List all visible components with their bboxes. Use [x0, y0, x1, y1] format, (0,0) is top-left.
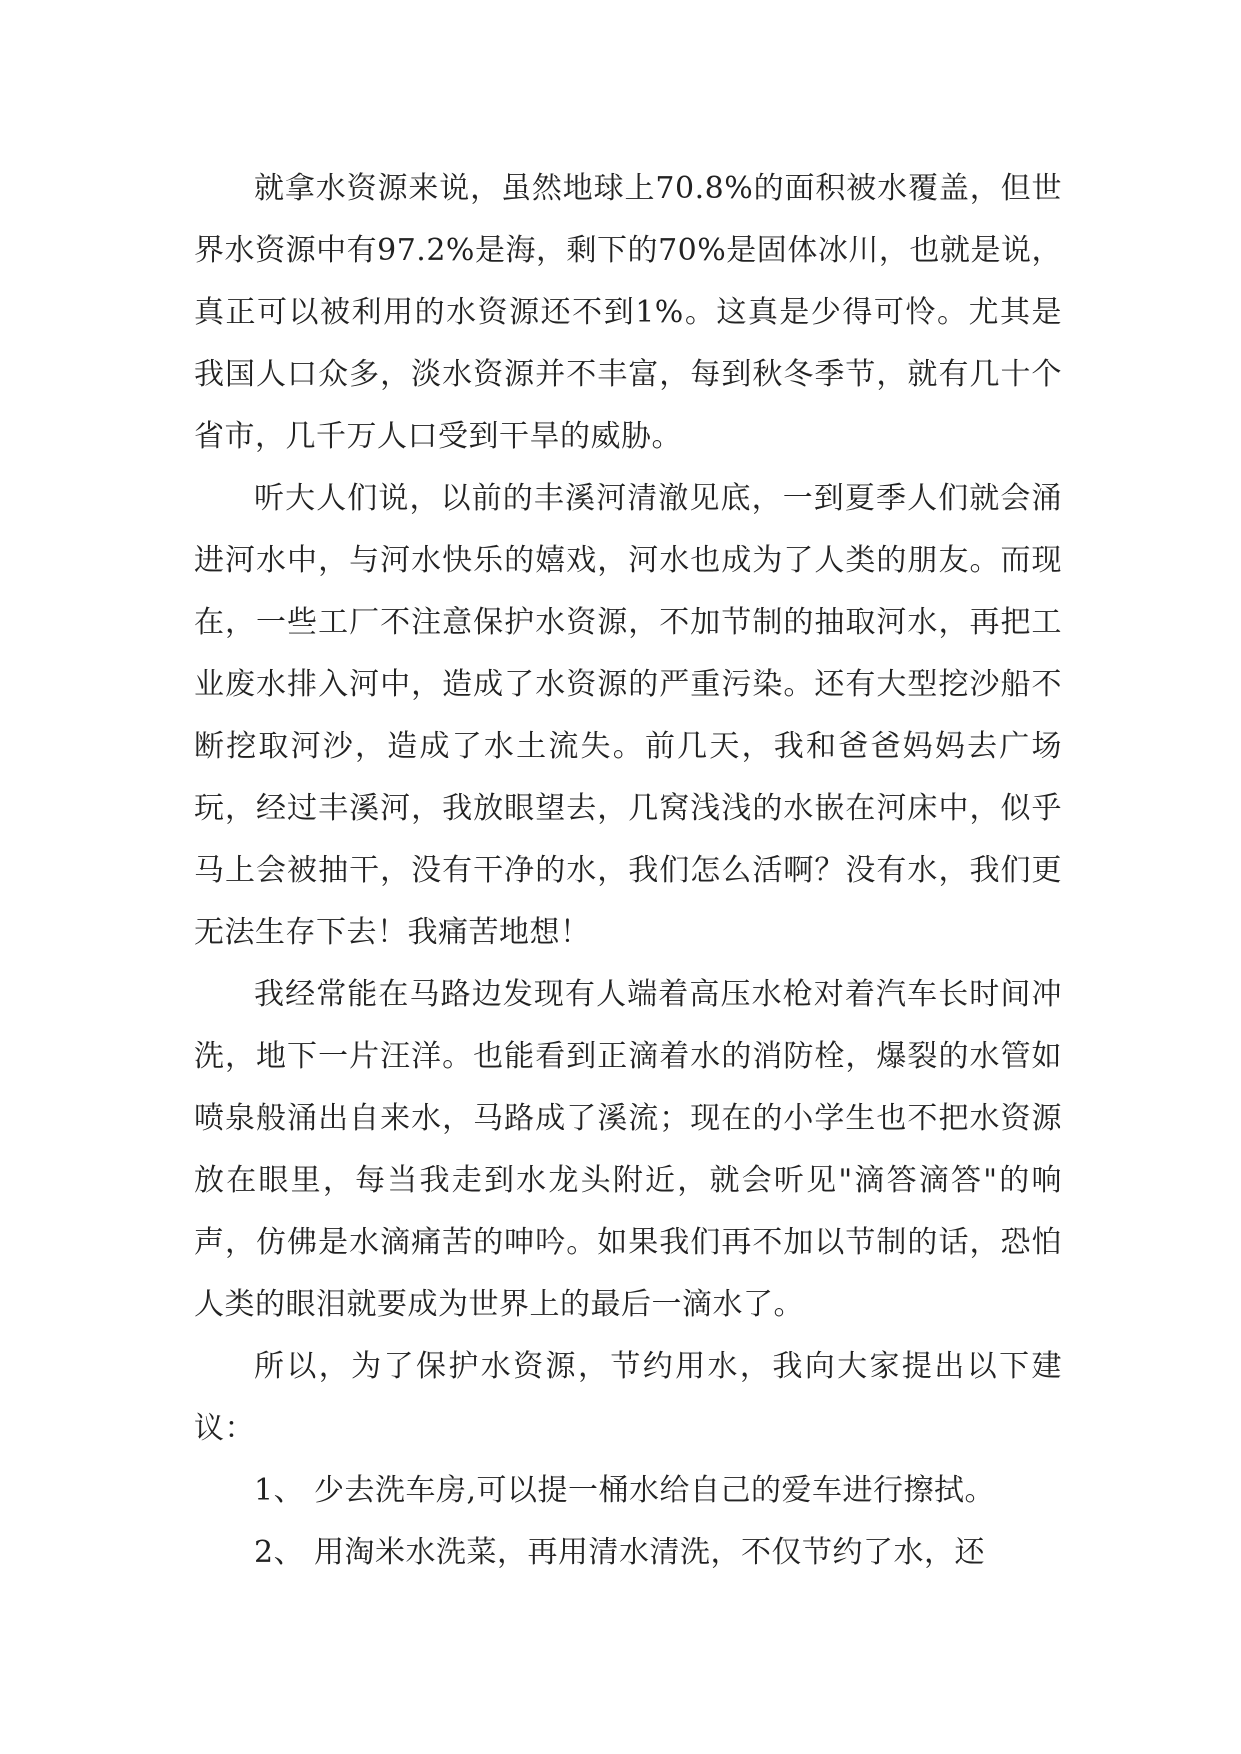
paragraph-water-statistics: 就拿水资源来说，虽然地球上70.8%的面积被水覆盖，但世界水资源中有97.2%是海，剩下的70%是固体冰川，也就是说，真正可以被利用的水资源还不到1%。这真是少得可怜。尤其是我国人口众多，淡水资源并不丰富，每到秋冬季节，就有几十个省市，几千万人口受到干旱的威胁。 [194, 171, 1062, 454]
list-item-number: 2、 [254, 1535, 305, 1570]
list-item-2 [194, 1522, 1062, 1584]
paragraph-water-waste: 我经常能在马路边发现有人端着高压水枪对着汽车长时间冲洗，地下一片汪洋。也能看到正滴着水的消防栓，爆裂的水管如喷泉般涌出自来水，马路成了溪流；现在的小学生也不把水资源放在眼里，每当我走到水龙头附近，就会听见"滴答滴答"的响声，仿佛是水滴痛苦的呻吟。如果我们再不加以节制的话，恐怕人类的眼泪就要成为世界上的最后一滴水了。 [194, 977, 1062, 1322]
list-item-text: 用淘米水洗菜，再用清水清洗，不仅节约了水，还 [314, 1535, 985, 1570]
paragraph-fengxi-river: 听大人们说，以前的丰溪河清澈见底，一到夏季人们就会涌进河水中，与河水快乐的嬉戏，河水也成为了人类的朋友。而现在，一些工厂不注意保护水资源，不加节制的抽取河水，再把工业废水排入河中，造成了水资源的严重污染。还有大型挖沙船不断挖取河沙，造成了水土流失。前几天，我和爸爸妈妈去广场玩，经过丰溪河，我放眼望去，几窝浅浅的水嵌在河床中，似乎马上会被抽干，没有干净的水，我们怎么活啊？没有水，我们更无法生存下去！我痛苦地想！ [194, 481, 1062, 950]
list-item-1 [194, 1460, 1062, 1522]
paragraph-suggestions-intro: 所以，为了保护水资源，节约用水，我向大家提出以下建议： [194, 1349, 1062, 1446]
list-item-text: 少去洗车房,可以提一桶水给自己的爱车进行擦拭。 [314, 1473, 996, 1508]
document-body [194, 158, 1062, 1584]
list-item-number: 1、 [254, 1473, 305, 1508]
